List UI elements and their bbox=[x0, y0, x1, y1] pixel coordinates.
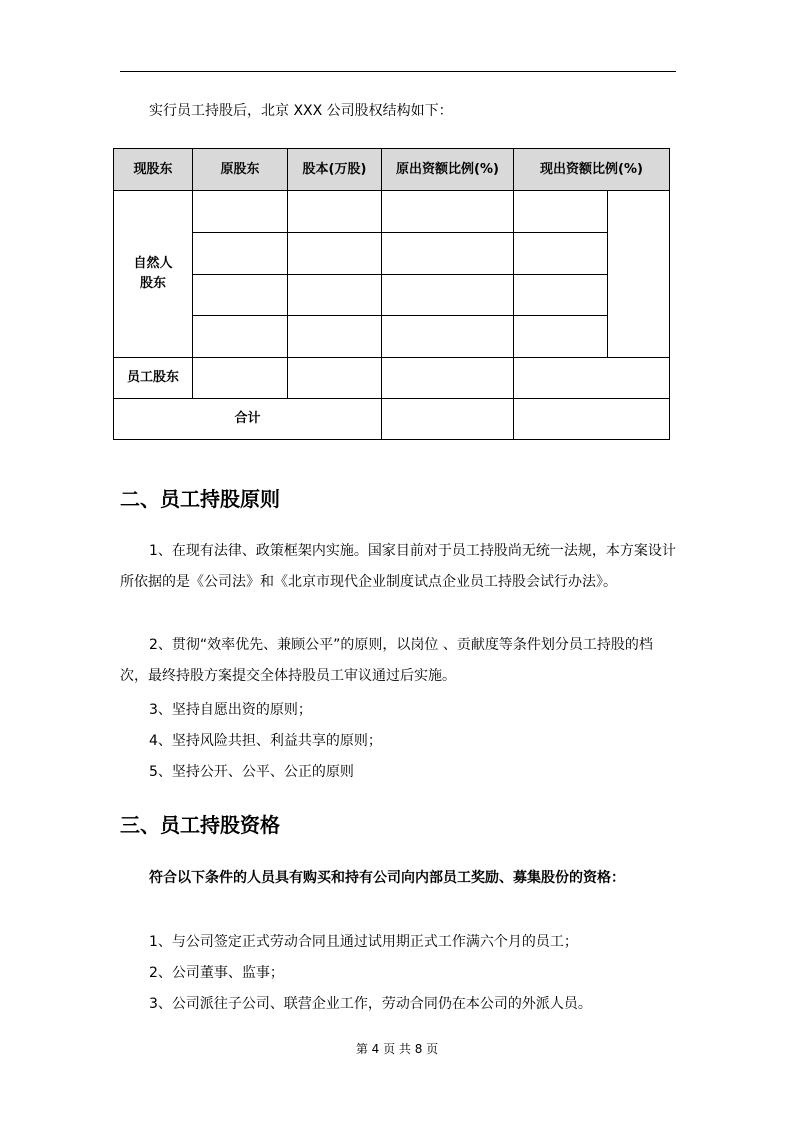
section-3-item-1: 1、与公司签定正式劳动合同且通过试用期正式工作满六个月的员工； bbox=[149, 934, 578, 950]
section-2-item-4: 4、坚持风险共担、利益共享的原则； bbox=[149, 733, 382, 749]
section-2-item-5: 5、坚持公开、公平、公正的原则 bbox=[149, 764, 354, 780]
table-cell bbox=[381, 357, 514, 399]
table-cell bbox=[513, 190, 608, 233]
table-cell bbox=[287, 357, 382, 399]
table-cell bbox=[607, 190, 670, 358]
table-cell bbox=[287, 232, 382, 275]
table-cell bbox=[192, 315, 288, 358]
table-cell bbox=[192, 190, 288, 233]
table-row-label-natural-person bbox=[113, 190, 193, 358]
table-header-original-shareholder: 原股东 bbox=[192, 148, 288, 191]
table-cell bbox=[513, 315, 608, 358]
table-cell bbox=[381, 398, 514, 440]
section-2-title: 二、员工持股原则 bbox=[120, 487, 280, 511]
section-2-paragraph-2 bbox=[120, 630, 676, 692]
table-cell bbox=[513, 398, 670, 440]
table-cell bbox=[192, 274, 288, 317]
table-header-share-capital: 股本(万股) bbox=[287, 148, 382, 191]
natural-person-label: 自然人股东 bbox=[133, 256, 173, 291]
table-cell bbox=[513, 232, 608, 275]
section-2-p1-text: 1、在现有法律、政策框架内实施。国家目前对于员工持股尚无统一法规，本方案设计所依据的是《公司法》和《北京市现代企业制度试点企业员工持股会试行办法》。 bbox=[120, 543, 676, 590]
table-cell bbox=[287, 315, 382, 358]
section-2-p2-text: 2、贯彻“效率优先、兼顾公平”的原则，以岗位 、贡献度等条件划分员工持股的档次，最终持股方案提交全体持股员工审议通过后实施。 bbox=[120, 637, 653, 684]
page-footer: 第 4 页 共 8 页 bbox=[355, 1042, 439, 1056]
table-cell bbox=[287, 274, 382, 317]
table-cell bbox=[513, 357, 670, 399]
table-cell bbox=[381, 190, 514, 233]
equity-structure-table bbox=[113, 148, 670, 440]
table-cell bbox=[513, 274, 608, 317]
table-header-original-ratio: 原出资额比例(%) bbox=[381, 148, 514, 191]
table-cell bbox=[287, 190, 382, 233]
table-header-current-shareholder: 现股东 bbox=[113, 148, 193, 191]
section-3-lead bbox=[120, 863, 676, 894]
section-2-item-3: 3、坚持自愿出资的原则； bbox=[149, 702, 312, 718]
section-3-item-2: 2、公司董事、监事； bbox=[149, 965, 284, 981]
header-rule bbox=[120, 71, 676, 72]
section-2-paragraph-1 bbox=[120, 536, 676, 598]
table-cell bbox=[192, 357, 288, 399]
table-cell bbox=[381, 274, 514, 317]
table-row-label-employee: 员工股东 bbox=[113, 357, 193, 399]
table-row-label-total: 合计 bbox=[113, 398, 382, 440]
table-header-current-ratio: 现出资额比例(%) bbox=[513, 148, 670, 191]
table-cell bbox=[192, 232, 288, 275]
section-3-title: 三、员工持股资格 bbox=[120, 813, 280, 837]
table-cell bbox=[381, 232, 514, 275]
table-cell bbox=[381, 315, 514, 358]
section-3-item-3: 3、公司派往子公司、联营企业工作，劳动合同仍在本公司的外派人员。 bbox=[149, 996, 592, 1012]
section-3-lead-text: 符合以下条件的人员具有购买和持有公司向内部员工奖励、募集股份的资格： bbox=[149, 870, 625, 886]
intro-text: 实行员工持股后，北京 XXX 公司股权结构如下： bbox=[149, 103, 453, 119]
